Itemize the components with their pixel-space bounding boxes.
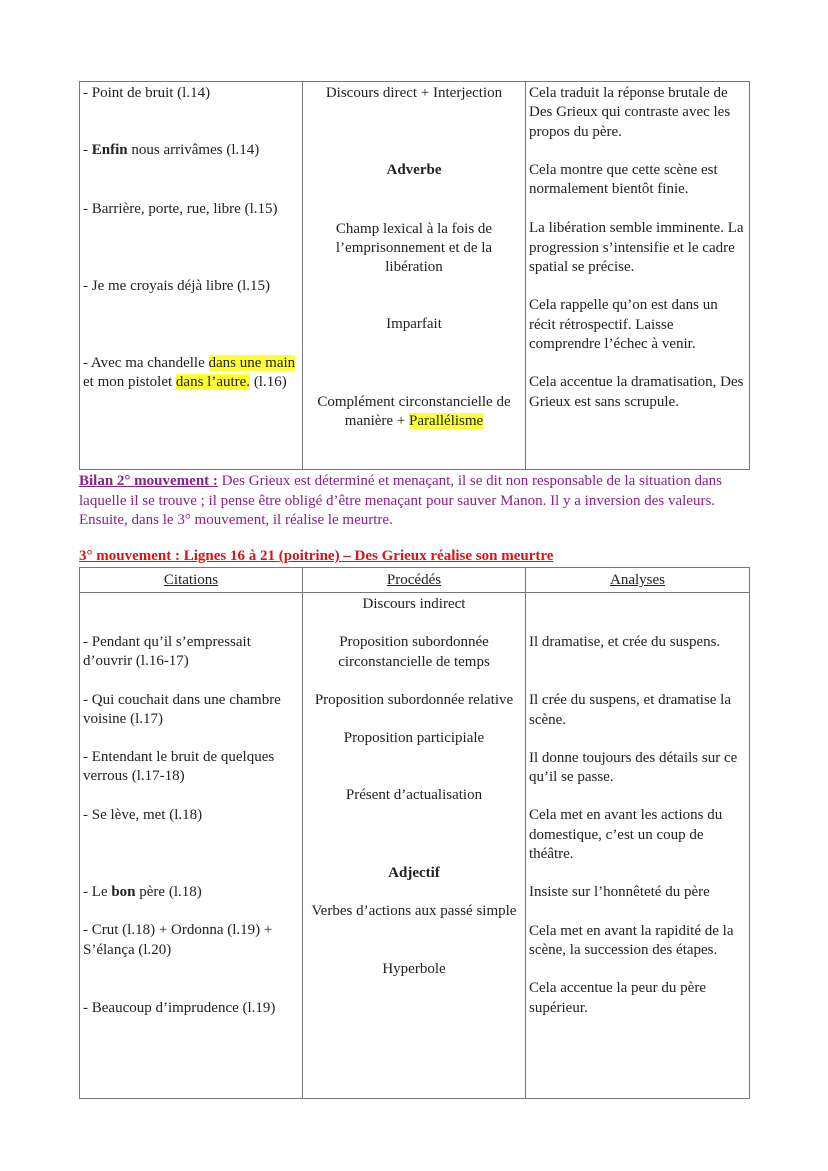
procedes-cell: [303, 593, 526, 1099]
analysis-table-movement-2: [79, 81, 750, 470]
highlight: dans une main: [208, 355, 296, 372]
analyse-entry: Cela met en avant la rapidité de la scène, la succession des étapes.: [529, 922, 734, 958]
procede-entry: Imparfait: [386, 316, 442, 333]
citation-entry: - Qui couchait dans une chambre voisine (l.17): [83, 691, 281, 727]
procede-entry: Adverbe: [386, 162, 442, 179]
citation-entry: - Point de bruit (l.14): [83, 85, 211, 101]
procede-entry: Hyperbole: [382, 961, 446, 978]
citation-entry: - Le bon père (l.18): [83, 884, 202, 901]
procede-entry: Complément circonstancielle de manière + Parallélisme: [317, 393, 511, 430]
citation-entry: - Pendant qu’il s’empressait d’ouvrir (l.16-17): [83, 634, 251, 670]
movement-3-title: 3° mouvement : Lignes 16 à 21 (poitrine) – Des Grieux réalise son meurtre: [79, 548, 554, 564]
citation-entry: - Barrière, porte, rue, libre (l.15): [83, 200, 278, 217]
citation-entry: - Enfin nous arrivâmes (l.14): [83, 142, 260, 159]
procede-entry: Proposition subordonnée relative: [314, 691, 514, 708]
citation-entry: - Je me croyais déjà libre (l.15): [83, 277, 271, 294]
analyse-entry: Insiste sur l’honnêteté du père: [529, 884, 710, 901]
analyse-entry: Cela traduit la réponse brutale de Des Grieux qui contraste avec les propos du père.: [529, 85, 731, 140]
table-row: [80, 593, 750, 1099]
citation-entry: - Beaucoup d’imprudence (l.19): [83, 999, 276, 1016]
highlight: Parallélisme: [409, 413, 484, 430]
citation-entry: - Se lève, met (l.18): [83, 806, 203, 823]
procedes-cell: [303, 82, 526, 470]
analyses-cell: [526, 82, 750, 470]
procede-entry: Champ lexical à la fois de l’emprisonnement et de la libération: [335, 220, 493, 276]
table-header-row: [80, 568, 750, 593]
citation-entry: - Avec ma chandelle dans une main et mon pistolet dans l’autre. (l.16): [83, 355, 296, 391]
procede-entry: Verbes d’actions aux passé simple: [311, 903, 517, 920]
analyse-entry: Il crée du suspens, et dramatise la scène.: [529, 692, 732, 728]
bilan-paragraph: [79, 472, 759, 531]
analyse-entry: Il donne toujours des détails sur ce qu’il se passe.: [529, 749, 738, 786]
analyse-entry: Il dramatise, et crée du suspens.: [529, 634, 721, 650]
analyse-entry: Cela rappelle qu’on est dans un récit rétrospectif. Laisse comprendre l’échec à venir.: [529, 297, 718, 352]
bilan-label: Bilan 2° mouvement :: [79, 473, 218, 489]
citations-cell: [80, 593, 303, 1099]
highlight: dans l’autre.: [175, 374, 251, 391]
analysis-table-movement-3: [79, 567, 750, 1099]
citation-entry: - Entendant le bruit de quelques verrous (l.17-18): [83, 749, 275, 785]
procede-entry: Discours indirect: [362, 596, 466, 612]
citation-entry: - Crut (l.18) + Ordonna (l.19) + S’élança (l.20): [83, 922, 273, 958]
procede-entry: Proposition subordonnée circonstancielle de temps: [338, 634, 490, 670]
header-analyses: Analyses: [526, 568, 750, 593]
procede-entry: Proposition participiale: [343, 730, 485, 747]
analyse-entry: Cela montre que cette scène est normalement bientôt finie.: [529, 161, 718, 198]
analyse-entry: Cela accentue la peur du père supérieur.: [529, 980, 706, 1016]
procede-entry: Discours direct + Interjection: [325, 85, 503, 101]
citations-cell: [80, 82, 303, 470]
analyse-entry: Cela met en avant les actions du domestique, c’est un coup de théâtre.: [529, 807, 723, 863]
procede-entry: Présent d’actualisation: [345, 787, 483, 804]
table-row: [80, 82, 750, 470]
header-procedes: Procédés: [303, 568, 526, 593]
analyses-cell: [526, 593, 750, 1099]
analyse-entry: Cela accentue la dramatisation, Des Grieux est sans scrupule.: [529, 374, 744, 410]
analyse-entry: La libération semble imminente. La progression s’intensifie et le cadre spatial se précise.: [529, 220, 744, 276]
header-citations: Citations: [80, 568, 303, 593]
bilan-text: Des Grieux est déterminé et menaçant, il se dit non responsable de la situation dans laquelle il se trouve ; il pense être obligé d’être menaçant pour sauver Manon. Il y a inversion des valeurs. Ensuite, dans le 3° mouvement, il réalise le meurtre.: [79, 473, 722, 528]
procede-entry: Adjectif: [388, 864, 440, 881]
